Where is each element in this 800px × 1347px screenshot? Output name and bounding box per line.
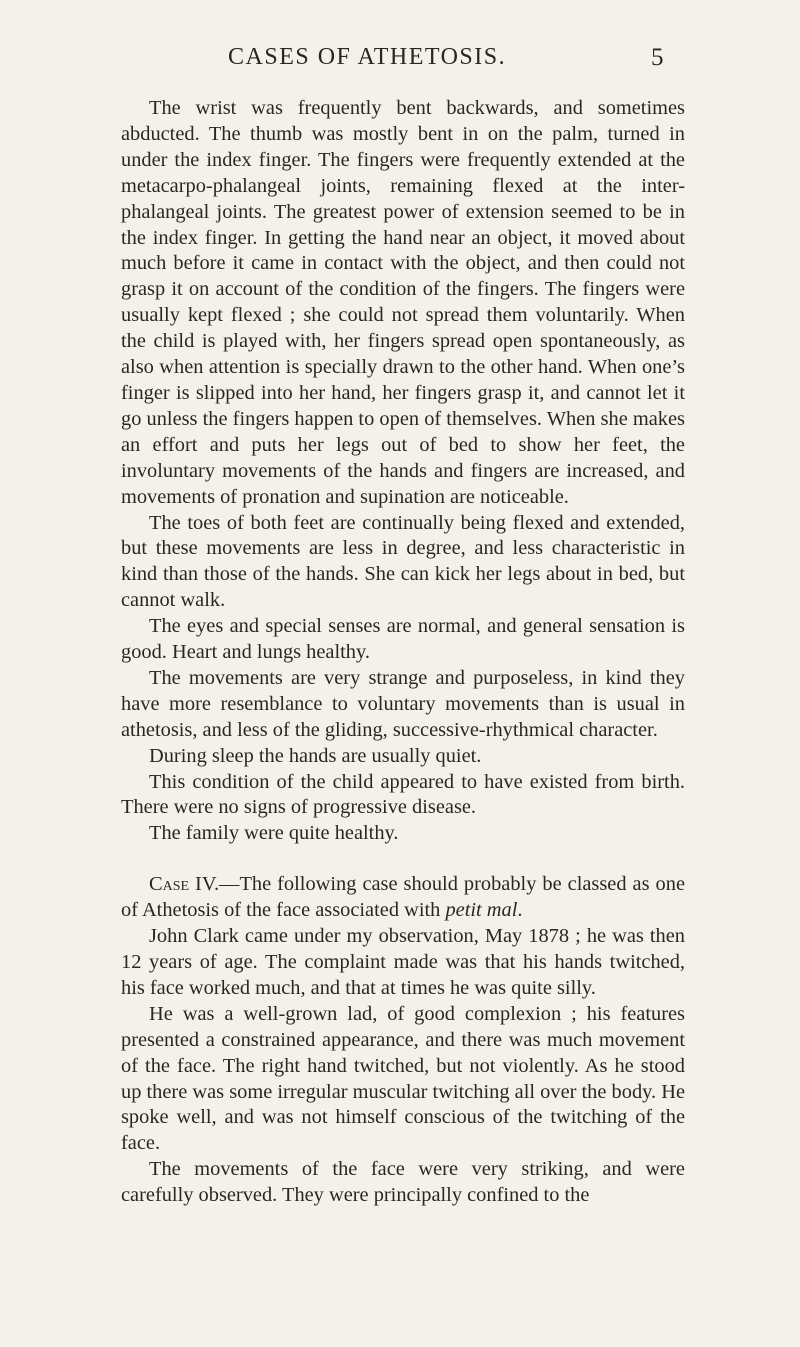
paragraph: The toes of both feet are continually being flexed and extended, but these movements are less in degree, and less characteristic in kind than those of the hands. She can kick her legs about in bed, but cannot walk.: [121, 511, 685, 612]
paragraph: The eyes and special senses are normal, and general sensation is good. Heart and lungs healthy.: [121, 615, 685, 664]
paragraph: During sleep the hands are usually quiet.: [149, 744, 482, 767]
paragraph: He was a well-grown lad, of good complexion ; his features presented a constrained appearance, and there was much movement of the face. The right hand twitched, but not violently. As he stood up there was some irregular muscular twitching all over the body. He spoke well, and was not himself conscious of the twitching of the face.: [121, 1002, 685, 1155]
paragraph: John Clark came under my observation, May 1878 ; he was then 12 years of age. The complaint made was that his hands twitched, his face worked much, and that at times he was quite silly.: [121, 925, 685, 999]
case-iv-intro: [121, 872, 685, 924]
case-intro-text: —The following case should probably be classed as one of Athetosis of the face associated with: [121, 873, 685, 922]
paragraph: The movements are very strange and purposeless, in kind they have more resemblance to voluntary movements than is usual in athetosis, and less of the gliding, successive-rhythmical character.: [121, 666, 685, 741]
paragraph: The family were quite healthy.: [149, 822, 399, 845]
page-number: 5: [651, 44, 664, 71]
page-header: [0, 44, 800, 84]
case-label: Case IV.: [149, 873, 220, 896]
paragraph: The movements of the face were very striking, and were carefully observed. They were principally confined to the: [121, 1158, 685, 1207]
paragraph: The wrist was frequently bent backwards, and sometimes abducted. The thumb was mostly bent in on the palm, turned in under the index finger. The fingers were frequently extended at the metacarpo-phalangeal joints, remaining flexed at the inter-phalangeal joints. The greatest power of extension seemed to be in the index finger. In getting the hand near an object, it moved about much before it came in contact with the object, and then could not grasp it on account of the condition of the fingers. The fingers were usually kept flexed ; she could not spread them voluntarily. When the child is played with, her fingers spread open spontaneously, as also when attention is specially drawn to the other hand. When one’s finger is slipped into her hand, her fingers grasp it, and cannot let it go unless the fingers happen to open of themselves. When she makes an effort and puts her legs out of bed to show her feet, the involuntary movements of the hands and fingers are increased, and movements of pronation and supination are noticeable.: [121, 97, 685, 508]
paragraph: This condition of the child appeared to have existed from birth. There were no signs of progressive disease.: [121, 770, 685, 819]
italic-phrase: petit mal: [445, 899, 518, 922]
running-title: CASES OF ATHETOSIS.: [228, 44, 507, 70]
case-intro-end: .: [517, 899, 523, 922]
body-text: [121, 96, 685, 1209]
